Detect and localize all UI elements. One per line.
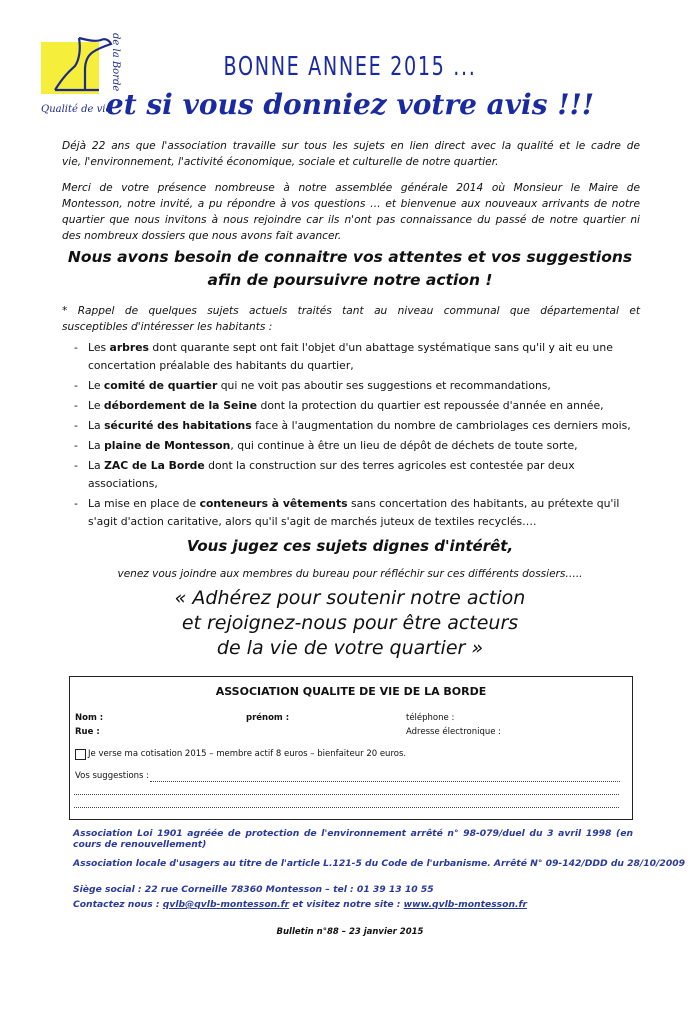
phone-label: téléphone : — [406, 713, 455, 723]
reminder-paragraph — [62, 303, 640, 335]
email-label: Adresse électronique : — [406, 727, 502, 737]
website-link[interactable]: www.qvlb-montesson.fr — [403, 899, 527, 910]
footer-contact: Contactez nous : qvlb@qvlb-montesson.fr et visitez notre site : www.qvlb-montesson.fr — [73, 899, 527, 910]
text-line: Merci de votre présence nombreuse à notre assemblée générale 2014 où Monsieur le Maire de — [62, 182, 640, 194]
call-line-2: et rejoignez-nous pour être acteurs — [181, 612, 519, 634]
intro-paragraph-1 — [62, 138, 640, 170]
footer-usagers: Association locale d'usagers au titre de l'article L.121-5 du Code de l'urbanisme. Arrêté N° 09-142/DDD du 28/10/2009 — [73, 858, 685, 869]
logo-text-side: de la Borde — [110, 33, 121, 92]
suggestions-line[interactable] — [74, 807, 619, 808]
list-item: - Les arbres dont quarante sept ont fait l'objet d'un abattage systématique sans qu'il y ait eu une concertation préalable des habitants du quartier, — [74, 341, 613, 372]
list-item: - Le comité de quartier qui ne voit pas aboutir ses suggestions et recommandations, — [74, 379, 551, 392]
headline-line-1: Nous avons besoin de connaitre vos attentes et vos suggestions — [67, 248, 633, 266]
judge-line: Vous jugez ces sujets dignes d'intérêt, — [186, 537, 514, 555]
footer-approval — [73, 828, 633, 850]
page-title: BONNE ANNEE 2015 ... — [223, 52, 477, 82]
name-label: Nom : — [75, 713, 104, 723]
email-link[interactable]: qvlb@qvlb-montesson.fr — [162, 899, 290, 910]
text-line: quartier que nous invitons à nous rejoindre car ils n'ont pas connaissance du passé de notre quartier ni — [62, 214, 640, 226]
page-subtitle: et si vous donniez votre avis !!! — [105, 88, 595, 121]
membership-form — [69, 676, 633, 820]
text-line: des nombreux dossiers que nous avons fait avancer. — [62, 230, 342, 242]
call-line-3: de la vie de votre quartier » — [216, 637, 484, 659]
call-line-1: « Adhérez pour soutenir notre action — [174, 587, 526, 609]
cotisation-checkbox[interactable] — [75, 749, 86, 760]
footer-siege: Siège social : 22 rue Corneille 78360 Montesson – tel : 01 39 13 10 55 — [73, 884, 434, 895]
form-title: ASSOCIATION QUALITE DE VIE DE LA BORDE — [215, 685, 487, 698]
text-line: vie, l'environnement, l'activité économique, sociale et culturelle de notre quartier. — [62, 156, 499, 168]
street-label: Rue : — [75, 727, 100, 737]
list-item: - La mise en place de conteneurs à vêtements sans concertation des habitants, au prétexte qu'il s'agit d'action caritative, alors qu'il s'agit de marchés juteux de textiles recyclés…. — [74, 497, 620, 528]
list-item: - Le débordement de la Seine dont la protection du quartier est repoussée d'année en année, — [74, 399, 604, 412]
footer-approval-line: Association Loi 1901 agréée de protection de l'environnement arrêté n° 98-079/duel du 3 avril 1998 (en cours de — [73, 828, 633, 850]
suggestions-line[interactable] — [150, 781, 620, 782]
footer-approval-line: renouvellement) — [120, 839, 207, 850]
cotisation-label: Je verse ma cotisation 2015 – membre actif 8 euros – bienfaiteur 20 euros. — [88, 749, 407, 759]
list-item: - La sécurité des habitations face à l'augmentation du nombre de cambriolages ces derniers mois, — [74, 419, 631, 432]
list-item: - La plaine de Montesson, qui continue à être un lieu de dépôt de déchets de toute sorte, — [74, 439, 578, 452]
text-line: Déjà 22 ans que l'association travaille sur tous les sujets en lien direct avec la qualité et le cadre de — [62, 140, 640, 152]
intro-paragraph-2 — [62, 180, 640, 244]
topic-list — [62, 339, 642, 533]
text-line: Montesson, notre invité, a pu répondre à vos questions … et bienvenue aux nouveaux arrivants de notre — [62, 198, 640, 210]
text-line: * Rappel de quelques sujets actuels traités tant au niveau communal que départemental et — [62, 305, 640, 317]
list-item: - La ZAC de La Borde dont la construction sur des terres agricoles est contestée par deux associations, — [74, 459, 575, 490]
bulletin-number: Bulletin n°88 – 23 janvier 2015 — [276, 927, 424, 937]
suggestions-label: Vos suggestions : — [75, 771, 150, 781]
text-line: susceptibles d'intéresser les habitants : — [62, 321, 273, 333]
suggestions-line[interactable] — [74, 794, 619, 795]
logo-text-bottom: Qualité de vie — [41, 104, 112, 115]
first-name-label: prénom : — [246, 713, 290, 723]
invite-line: venez vous joindre aux membres du bureau pour réfléchir sur ces différents dossiers….. — [117, 568, 583, 580]
headline-line-2: afin de poursuivre notre action ! — [207, 271, 493, 289]
